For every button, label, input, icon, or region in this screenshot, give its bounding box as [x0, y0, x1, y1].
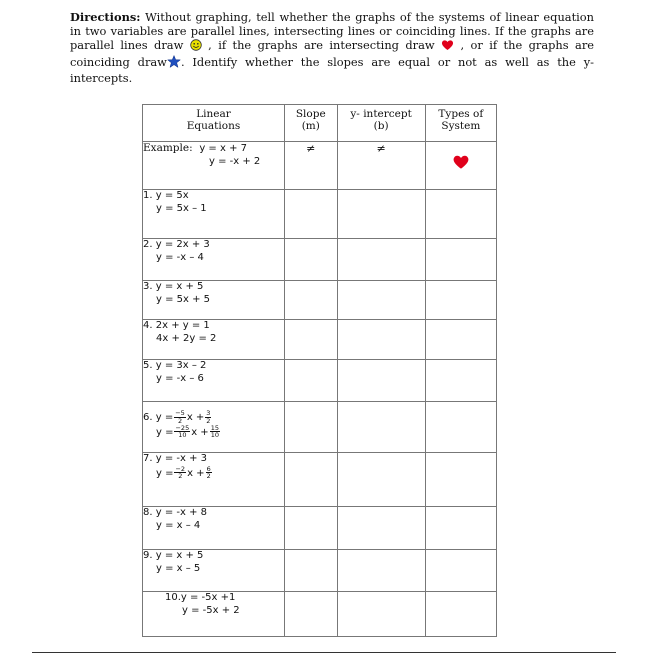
page-bottom-rule: [32, 652, 616, 653]
equations-cell-7: 7. y = -x + 3 y = $\frac{-2}{2}$ x + $\frac{6}{2}$: [143, 453, 285, 507]
directions-label: Directions: [70, 10, 137, 24]
type-answer-cell[interactable]: [425, 592, 496, 637]
yint-answer-cell[interactable]: [337, 453, 425, 507]
header-types-of-system: Types of System: [425, 105, 496, 142]
heart-icon: [441, 39, 454, 54]
type-answer-cell[interactable]: [425, 360, 496, 402]
worksheet-table: [142, 104, 497, 637]
type-answer-cell[interactable]: [425, 239, 496, 281]
equations-cell-10: 10.y = -5x +1 y = -5x + 2: [143, 592, 285, 637]
table-row: [143, 360, 497, 402]
slope-answer-cell[interactable]: [285, 320, 338, 360]
yint-answer-cell[interactable]: [337, 507, 425, 550]
equations-cell-2: 2. y = 2x + 3 y = -x – 4: [143, 239, 285, 281]
example-type-cell: [425, 142, 496, 190]
table-row: [143, 550, 497, 592]
equations-cell-4: 4. 2x + y = 1 4x + 2y = 2: [143, 320, 285, 360]
yint-answer-cell[interactable]: [337, 550, 425, 592]
table-row: [143, 507, 497, 550]
example-slope-not-equal: ≠: [285, 142, 338, 190]
header-row: [143, 105, 497, 142]
yint-answer-cell[interactable]: [337, 281, 425, 320]
directions-text-2: , if the graphs are intersecting draw: [201, 38, 442, 53]
heart-icon: [452, 155, 470, 174]
slope-answer-cell[interactable]: [285, 550, 338, 592]
equations-cell-3: 3. y = x + 5 y = 5x + 5: [143, 281, 285, 320]
yint-answer-cell[interactable]: [337, 360, 425, 402]
slope-answer-cell[interactable]: [285, 507, 338, 550]
table-row: [143, 320, 497, 360]
header-linear-equations: Linear Equations: [143, 105, 285, 142]
table-row: [143, 239, 497, 281]
type-answer-cell[interactable]: [425, 507, 496, 550]
equations-cell-9: 9. y = x + 5 y = x – 5: [143, 550, 285, 592]
slope-answer-cell[interactable]: [285, 592, 338, 637]
type-answer-cell[interactable]: [425, 453, 496, 507]
directions-text-4: . Identify whether the slopes are equal or not as well as the y-intercepts.: [70, 54, 595, 85]
directions-paragraph: Directions: Without graphing, tell whether the graphs of the systems of linear equation in two variables are parallel lines, intersecting lines or coinciding lines. If the graphs are parallel lines draw , if the graphs are intersecting draw , or if the graphs are coinciding draw . Identify whether the slopes are equal or not as well as the y-intercepts.: [70, 10, 595, 85]
equations-cell-6: 6. y = $\frac{-5}{2}$ x + $\frac{3}{2}$ y = $\frac{-25}{10}$ x + $\frac{15}{10}$: [143, 402, 285, 453]
slope-answer-cell[interactable]: [285, 239, 338, 281]
directions-text-1: Without graphing, tell whether the graphs of the systems of linear equation in two variables are parallel lines, intersecting lines or coinciding lines. If the graphs are parallel lines draw: [70, 10, 594, 53]
equations-cell-5: 5. y = 3x – 2 y = -x – 6: [143, 360, 285, 402]
smiley-face-icon: [190, 39, 202, 54]
slope-answer-cell[interactable]: [285, 402, 338, 453]
example-yint-not-equal: ≠: [337, 142, 425, 190]
example-row: [143, 142, 497, 190]
slope-answer-cell[interactable]: [285, 281, 338, 320]
table-row: [143, 592, 497, 637]
yint-answer-cell[interactable]: [337, 239, 425, 281]
star-icon: [167, 55, 181, 71]
table-row: [143, 281, 497, 320]
type-answer-cell[interactable]: [425, 190, 496, 239]
directions-text-3: , or if the graphs are coinciding draw: [70, 38, 594, 69]
yint-answer-cell[interactable]: [337, 190, 425, 239]
example-equations: Example: y = x + 7 y = -x + 2: [143, 142, 285, 190]
yint-answer-cell[interactable]: [337, 402, 425, 453]
equations-cell-1: 1. y = 5x y = 5x – 1: [143, 190, 285, 239]
yint-answer-cell[interactable]: [337, 320, 425, 360]
table-row: [143, 453, 497, 507]
type-answer-cell[interactable]: [425, 281, 496, 320]
slope-answer-cell[interactable]: [285, 190, 338, 239]
type-answer-cell[interactable]: [425, 550, 496, 592]
slope-answer-cell[interactable]: [285, 453, 338, 507]
type-answer-cell[interactable]: [425, 320, 496, 360]
yint-answer-cell[interactable]: [337, 592, 425, 637]
type-answer-cell[interactable]: [425, 402, 496, 453]
equations-cell-8: 8. y = -x + 8 y = x – 4: [143, 507, 285, 550]
slope-answer-cell[interactable]: [285, 360, 338, 402]
table-row: [143, 190, 497, 239]
header-slope: Slope (m): [285, 105, 338, 142]
header-y-intercept: y- intercept (b): [337, 105, 425, 142]
table-row: [143, 402, 497, 453]
